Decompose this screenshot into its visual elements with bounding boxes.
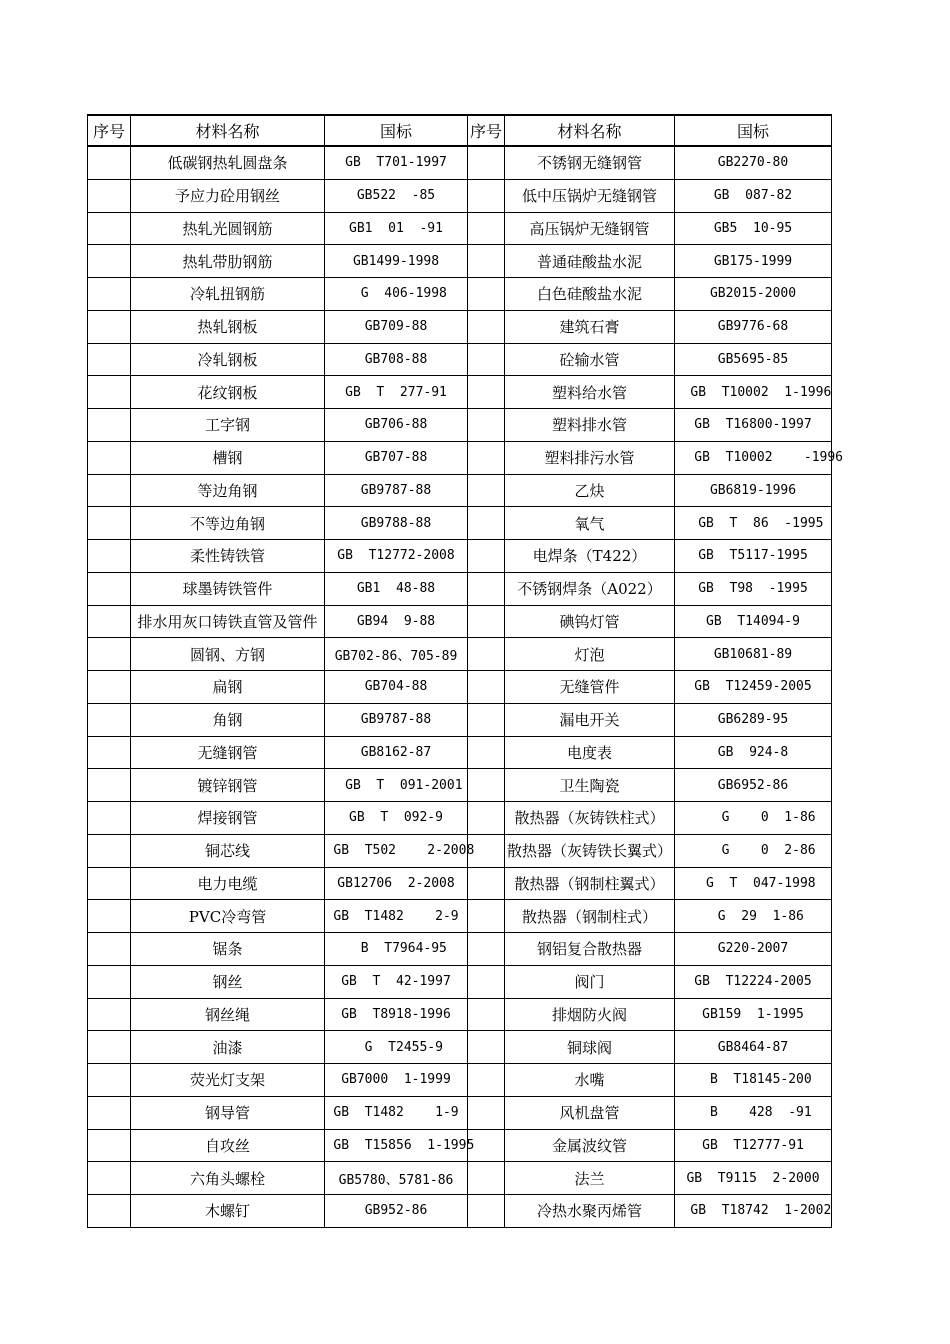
seq-right-cell bbox=[468, 802, 505, 834]
table-row bbox=[88, 1130, 831, 1163]
table-row bbox=[88, 1097, 831, 1130]
material-name-left-cell: 钢导管 bbox=[131, 1097, 325, 1129]
standard-right-cell: GB T 86 -1995 bbox=[682, 515, 824, 531]
standard-right-cell: GB5695-85 bbox=[717, 351, 789, 367]
seq-left-cell bbox=[88, 344, 131, 376]
material-name-right-cell: 不锈钢无缝钢管 bbox=[505, 147, 675, 179]
material-name-right-cell: 散热器（灰铸铁柱式） bbox=[505, 802, 675, 834]
material-name-left-cell: 锯条 bbox=[131, 933, 325, 965]
seq-right-cell bbox=[468, 213, 505, 245]
material-name-left-cell: PVC冷弯管 bbox=[131, 900, 325, 932]
material-name-left-cell: 油漆 bbox=[131, 1031, 325, 1063]
seq-left-cell bbox=[88, 213, 131, 245]
table-row bbox=[88, 769, 831, 802]
material-name-left-cell: 柔性铸铁管 bbox=[131, 540, 325, 572]
seq-left-cell bbox=[88, 868, 131, 900]
table-row bbox=[88, 638, 831, 671]
material-name-left-cell: 六角头螺栓 bbox=[131, 1162, 325, 1194]
seq-right-cell bbox=[468, 507, 505, 539]
material-name-right-cell: 散热器（钢制柱式） bbox=[505, 900, 675, 932]
table-row bbox=[88, 1064, 831, 1097]
seq-left-cell bbox=[88, 606, 131, 638]
seq-right-cell bbox=[468, 1031, 505, 1063]
standard-left-cell: GB5780、5781-86 bbox=[325, 1162, 468, 1194]
standard-left-cell: GB8162-87 bbox=[325, 737, 468, 769]
header-standard-left: 国标 bbox=[325, 116, 468, 145]
table-row bbox=[88, 606, 831, 639]
material-name-right-cell: 冷热水聚丙烯管 bbox=[505, 1195, 675, 1227]
table-row bbox=[88, 573, 831, 606]
material-name-left-cell: 自攻丝 bbox=[131, 1130, 325, 1162]
seq-right-cell bbox=[468, 376, 505, 408]
table-row bbox=[88, 245, 831, 278]
material-name-right-cell: 电度表 bbox=[505, 737, 675, 769]
material-name-left-cell: 不等边角钢 bbox=[131, 507, 325, 539]
material-name-right-cell: 散热器（灰铸铁长翼式） bbox=[505, 835, 675, 867]
seq-left-cell bbox=[88, 1064, 131, 1096]
seq-right-cell bbox=[468, 180, 505, 212]
standard-left-cell: GB707-88 bbox=[325, 442, 468, 474]
seq-right-cell bbox=[468, 900, 505, 932]
table-row bbox=[88, 180, 831, 213]
seq-right-cell bbox=[468, 475, 505, 507]
standard-left-cell: GB T1482 2-9 bbox=[325, 900, 468, 932]
table-row bbox=[88, 933, 831, 966]
standard-left-cell: GB9787-88 bbox=[325, 704, 468, 736]
standard-right-cell: B 428 -91 bbox=[694, 1105, 812, 1121]
standard-right-cell: GB8464-87 bbox=[717, 1039, 789, 1055]
standard-right-cell: GB9776-68 bbox=[717, 319, 789, 335]
table-row bbox=[88, 802, 831, 835]
seq-right-cell bbox=[468, 769, 505, 801]
material-name-left-cell: 槽钢 bbox=[131, 442, 325, 474]
seq-left-cell bbox=[88, 737, 131, 769]
material-name-right-cell: 塑料给水管 bbox=[505, 376, 675, 408]
table-row bbox=[88, 900, 831, 933]
seq-left-cell bbox=[88, 933, 131, 965]
standard-left-cell: GB7000 1-1999 bbox=[325, 1064, 468, 1096]
standard-right-cell: G 0 2-86 bbox=[690, 843, 816, 859]
seq-left-cell bbox=[88, 966, 131, 998]
standard-right-cell: GB T10002 -1996 bbox=[663, 450, 844, 466]
material-name-right-cell: 风机盘管 bbox=[505, 1097, 675, 1129]
material-name-left-cell: 冷轧钢板 bbox=[131, 344, 325, 376]
seq-right-cell bbox=[468, 606, 505, 638]
seq-right-cell bbox=[468, 966, 505, 998]
material-name-left-cell: 低碳钢热轧圆盘条 bbox=[131, 147, 325, 179]
standard-right-cell: GB T12224-2005 bbox=[694, 974, 812, 990]
material-name-left-cell: 等边角钢 bbox=[131, 475, 325, 507]
header-material-name-left: 材料名称 bbox=[131, 116, 325, 145]
material-name-left-cell: 热轧光圆钢筋 bbox=[131, 213, 325, 245]
table-row bbox=[88, 704, 831, 737]
material-name-left-cell: 冷轧扭钢筋 bbox=[131, 278, 325, 310]
table-row bbox=[88, 835, 831, 868]
material-name-left-cell: 圆钢、方钢 bbox=[131, 638, 325, 670]
standard-left-cell: GB T 42-1997 bbox=[325, 966, 468, 998]
seq-right-cell bbox=[468, 638, 505, 670]
standard-left-cell: GB12706 2-2008 bbox=[325, 868, 468, 900]
seq-left-cell bbox=[88, 507, 131, 539]
material-name-right-cell: 高压锅炉无缝钢管 bbox=[505, 213, 675, 245]
standard-right-cell: GB T12777-91 bbox=[702, 1137, 804, 1153]
standard-right-cell: G220-2007 bbox=[717, 941, 789, 957]
material-name-left-cell: 焊接钢管 bbox=[131, 802, 325, 834]
material-name-left-cell: 工字钢 bbox=[131, 409, 325, 441]
table-row bbox=[88, 475, 831, 508]
material-name-right-cell: 低中压锅炉无缝钢管 bbox=[505, 180, 675, 212]
seq-left-cell bbox=[88, 1097, 131, 1129]
standard-left-cell: GB T 092-9 bbox=[325, 802, 468, 834]
seq-right-cell bbox=[468, 737, 505, 769]
table-row bbox=[88, 1195, 831, 1228]
seq-right-cell bbox=[468, 835, 505, 867]
table-header-row bbox=[88, 116, 831, 147]
standard-left-cell: GB952-86 bbox=[325, 1195, 468, 1227]
header-seq-right: 序号 bbox=[468, 116, 505, 145]
seq-right-cell bbox=[468, 704, 505, 736]
material-name-right-cell: 白色硅酸盐水泥 bbox=[505, 278, 675, 310]
header-seq-left: 序号 bbox=[88, 116, 131, 145]
seq-left-cell bbox=[88, 638, 131, 670]
standard-right-cell: GB T5117-1995 bbox=[698, 548, 808, 564]
seq-right-cell bbox=[468, 442, 505, 474]
material-name-right-cell: 乙炔 bbox=[505, 475, 675, 507]
material-name-left-cell: 扁钢 bbox=[131, 671, 325, 703]
seq-right-cell bbox=[468, 1130, 505, 1162]
material-name-left-cell: 球墨铸铁管件 bbox=[131, 573, 325, 605]
standard-left-cell: GB T15856 1-1995 bbox=[325, 1130, 468, 1162]
seq-left-cell bbox=[88, 278, 131, 310]
standard-left-cell: GB706-88 bbox=[325, 409, 468, 441]
standard-left-cell: GB T 277-91 bbox=[325, 376, 468, 408]
standard-right-cell: GB2270-80 bbox=[717, 155, 789, 171]
table-row bbox=[88, 966, 831, 999]
seq-right-cell bbox=[468, 540, 505, 572]
standard-left-cell: GB94 9-88 bbox=[325, 606, 468, 638]
material-name-right-cell: 排烟防火阀 bbox=[505, 999, 675, 1031]
material-name-right-cell: 法兰 bbox=[505, 1162, 675, 1194]
standard-right-cell: GB 924-8 bbox=[717, 744, 789, 760]
standard-right-cell: GB6289-95 bbox=[717, 712, 789, 728]
standard-left-cell: G T2455-9 bbox=[325, 1031, 468, 1063]
seq-left-cell bbox=[88, 442, 131, 474]
material-name-right-cell: 无缝管件 bbox=[505, 671, 675, 703]
seq-right-cell bbox=[468, 1097, 505, 1129]
seq-left-cell bbox=[88, 573, 131, 605]
material-name-left-cell: 镀锌钢管 bbox=[131, 769, 325, 801]
standard-right-cell: GB175-1999 bbox=[713, 253, 793, 269]
table-row bbox=[88, 868, 831, 901]
seq-right-cell bbox=[468, 868, 505, 900]
seq-left-cell bbox=[88, 1130, 131, 1162]
material-name-left-cell: 角钢 bbox=[131, 704, 325, 736]
standard-right-cell: GB T14094-9 bbox=[706, 613, 800, 629]
standard-left-cell: GB T8918-1996 bbox=[325, 999, 468, 1031]
material-name-right-cell: 水嘴 bbox=[505, 1064, 675, 1096]
seq-left-cell bbox=[88, 1195, 131, 1227]
seq-right-cell bbox=[468, 671, 505, 703]
seq-right-cell bbox=[468, 409, 505, 441]
table-row bbox=[88, 376, 831, 409]
standard-right-cell: GB T98 -1995 bbox=[698, 581, 808, 597]
material-name-right-cell: 氧气 bbox=[505, 507, 675, 539]
standard-left-cell: GB T 091-2001 bbox=[325, 769, 468, 801]
material-name-right-cell: 塑料排污水管 bbox=[505, 442, 675, 474]
seq-left-cell bbox=[88, 1162, 131, 1194]
table-row bbox=[88, 737, 831, 770]
seq-right-cell bbox=[468, 278, 505, 310]
table-row bbox=[88, 311, 831, 344]
standard-left-cell: GB T1482 1-9 bbox=[325, 1097, 468, 1129]
material-name-right-cell: 砼输水管 bbox=[505, 344, 675, 376]
standard-left-cell: GB704-88 bbox=[325, 671, 468, 703]
material-name-right-cell: 卫生陶瓷 bbox=[505, 769, 675, 801]
seq-left-cell bbox=[88, 769, 131, 801]
standard-right-cell: GB 087-82 bbox=[713, 188, 793, 204]
material-name-right-cell: 不锈钢焊条（A022） bbox=[505, 573, 675, 605]
standard-left-cell: GB522 -85 bbox=[325, 180, 468, 212]
table-row bbox=[88, 278, 831, 311]
seq-right-cell bbox=[468, 147, 505, 179]
seq-right-cell bbox=[468, 999, 505, 1031]
standard-right-cell: GB T16800-1997 bbox=[694, 417, 812, 433]
standard-left-cell: GB9787-88 bbox=[325, 475, 468, 507]
material-name-right-cell: 塑料排水管 bbox=[505, 409, 675, 441]
material-name-right-cell: 散热器（钢制柱翼式） bbox=[505, 868, 675, 900]
standard-right-cell: GB T10002 1-1996 bbox=[674, 384, 832, 400]
seq-right-cell bbox=[468, 573, 505, 605]
table-row bbox=[88, 442, 844, 475]
standard-right-cell: GB T18742 1-2002 bbox=[674, 1203, 832, 1219]
standard-right-cell: GB159 1-1995 bbox=[702, 1006, 804, 1022]
material-name-right-cell: 阀门 bbox=[505, 966, 675, 998]
seq-right-cell bbox=[468, 311, 505, 343]
material-name-left-cell: 铜芯线 bbox=[131, 835, 325, 867]
seq-left-cell bbox=[88, 1031, 131, 1063]
seq-right-cell bbox=[468, 1195, 505, 1227]
seq-left-cell bbox=[88, 475, 131, 507]
seq-right-cell bbox=[468, 245, 505, 277]
standard-left-cell: GB702-86、705-89 bbox=[325, 638, 468, 670]
material-name-right-cell: 电焊条（T422） bbox=[505, 540, 675, 572]
material-name-right-cell: 钢铝复合散热器 bbox=[505, 933, 675, 965]
standard-left-cell: GB T12772-2008 bbox=[325, 540, 468, 572]
seq-left-cell bbox=[88, 376, 131, 408]
material-name-left-cell: 热轧带肋钢筋 bbox=[131, 245, 325, 277]
seq-left-cell bbox=[88, 245, 131, 277]
seq-left-cell bbox=[88, 835, 131, 867]
material-name-left-cell: 电力电缆 bbox=[131, 868, 325, 900]
seq-right-cell bbox=[468, 1162, 505, 1194]
standard-right-cell: GB T9115 2-2000 bbox=[686, 1170, 820, 1186]
material-name-left-cell: 予应力砼用钢丝 bbox=[131, 180, 325, 212]
table-row bbox=[88, 147, 831, 180]
standard-right-cell: G 0 1-86 bbox=[690, 810, 816, 826]
header-material-name-right: 材料名称 bbox=[505, 116, 675, 145]
table-row bbox=[88, 1162, 831, 1195]
seq-left-cell bbox=[88, 802, 131, 834]
table-row bbox=[88, 213, 831, 246]
material-name-right-cell: 金属波纹管 bbox=[505, 1130, 675, 1162]
standard-right-cell: GB2015-2000 bbox=[709, 286, 797, 302]
seq-left-cell bbox=[88, 540, 131, 572]
seq-left-cell bbox=[88, 180, 131, 212]
material-name-left-cell: 无缝钢管 bbox=[131, 737, 325, 769]
standard-right-cell: G 29 1-86 bbox=[702, 908, 804, 924]
standard-left-cell: B T7964-95 bbox=[325, 933, 468, 965]
header-standard-right: 国标 bbox=[736, 122, 769, 141]
standard-left-cell: GB9788-88 bbox=[325, 507, 468, 539]
standard-left-cell: GB T701-1997 bbox=[325, 147, 468, 179]
standard-left-cell: GB1499-1998 bbox=[325, 245, 468, 277]
materials-standards-table bbox=[87, 114, 844, 1228]
standard-left-cell: GB708-88 bbox=[325, 344, 468, 376]
seq-right-cell bbox=[468, 1064, 505, 1096]
material-name-right-cell: 铜球阀 bbox=[505, 1031, 675, 1063]
seq-left-cell bbox=[88, 409, 131, 441]
material-name-left-cell: 排水用灰口铸铁直管及管件 bbox=[131, 606, 325, 638]
table-row bbox=[88, 344, 831, 377]
standard-right-cell: GB T12459-2005 bbox=[694, 679, 812, 695]
table-row bbox=[88, 507, 831, 540]
table-row bbox=[88, 1031, 831, 1064]
standard-right-cell: GB5 10-95 bbox=[713, 220, 793, 236]
standard-left-cell: GB1 48-88 bbox=[325, 573, 468, 605]
seq-left-cell bbox=[88, 671, 131, 703]
standard-right-cell: GB6952-86 bbox=[717, 777, 789, 793]
standard-left-cell: G 406-1998 bbox=[325, 278, 468, 310]
standard-right-cell: GB10681-89 bbox=[713, 646, 793, 662]
material-name-left-cell: 木螺钉 bbox=[131, 1195, 325, 1227]
material-name-left-cell: 花纹钢板 bbox=[131, 376, 325, 408]
material-name-left-cell: 钢丝 bbox=[131, 966, 325, 998]
seq-right-cell bbox=[468, 933, 505, 965]
standard-right-cell: B T18145-200 bbox=[694, 1072, 812, 1088]
seq-left-cell bbox=[88, 704, 131, 736]
seq-left-cell bbox=[88, 311, 131, 343]
standard-right-cell: G T 047-1998 bbox=[690, 875, 816, 891]
material-name-right-cell: 建筑石膏 bbox=[505, 311, 675, 343]
seq-left-cell bbox=[88, 147, 131, 179]
standard-right-cell: GB6819-1996 bbox=[709, 482, 797, 498]
standard-left-cell: GB T502 2-2008 bbox=[325, 835, 468, 867]
table-row bbox=[88, 999, 831, 1032]
table-row bbox=[88, 540, 831, 573]
seq-left-cell bbox=[88, 900, 131, 932]
material-name-left-cell: 钢丝绳 bbox=[131, 999, 325, 1031]
material-name-right-cell: 漏电开关 bbox=[505, 704, 675, 736]
seq-left-cell bbox=[88, 999, 131, 1031]
material-name-right-cell: 碘钨灯管 bbox=[505, 606, 675, 638]
material-name-left-cell: 荧光灯支架 bbox=[131, 1064, 325, 1096]
table-row bbox=[88, 671, 831, 704]
material-name-left-cell: 热轧钢板 bbox=[131, 311, 325, 343]
table-row bbox=[88, 409, 831, 442]
seq-right-cell bbox=[468, 344, 505, 376]
standard-left-cell: GB709-88 bbox=[325, 311, 468, 343]
material-name-right-cell: 灯泡 bbox=[505, 638, 675, 670]
material-name-right-cell: 普通硅酸盐水泥 bbox=[505, 245, 675, 277]
standard-left-cell: GB1 01 -91 bbox=[325, 213, 468, 245]
